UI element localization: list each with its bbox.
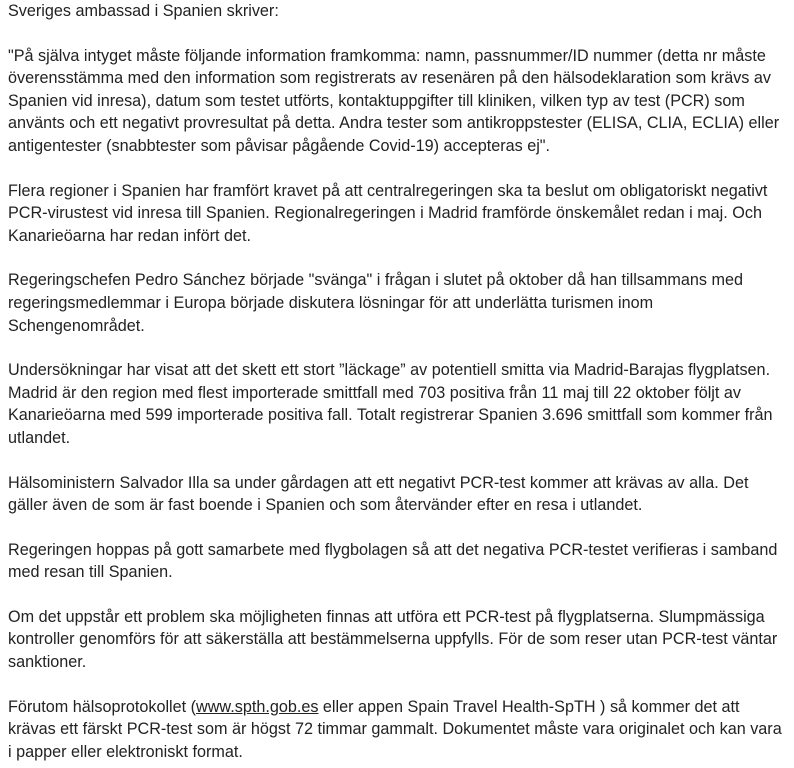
- intro-paragraph: Sveriges ambassad i Spanien skriver:: [8, 2, 279, 20]
- paragraph-regions: Flera regioner i Spanien har framfört kravet på att centralregeringen ska ta beslut om obligatoriskt negativt PCR-virustest vid inresa till Spanien. Regionalregeringen i Madrid framförde önskemålet redan i maj. Och Kanarieöarna har redan infört det.: [8, 181, 768, 245]
- paragraph-leakage: Undersökningar har visat att det skett ett stort ”läckage” av potentiell smitta via Madrid-Barajas flygplatsen. Madrid är den region med flest importerade smittfall med 703 positiva från 11 maj till 22 oktober följt av Kanarieöarna med 599 importerade positiva fall. Totalt registrerar Spanien 3.696 smittfall som kommer från utlandet.: [8, 361, 773, 447]
- protocol-text-before: Förutom hälsoprotokollet (: [8, 697, 197, 716]
- quote-paragraph: "På själva intyget måste följande information framkomma: namn, passnummer/ID nummer (detta nr måste överensstämma med den information som registrerats av resenären på den hälsodeklaration som krävs av Spanien vid inresa), datum som testet utförts, kontaktuppgifter till kliniken, vilken typ av test (PCR) som använts och ett negativt provresultat på detta. Andra tester som antikroppstester (ELISA, CLIA, ECLIA) eller antigentester (snabbtester som påvisar pågående Covid-19) accepteras ej".: [8, 46, 780, 155]
- paragraph-health-protocol: [8, 696, 786, 764]
- paragraph-airports: Om det uppstår ett problem ska möjligheten finnas att utföra ett PCR-test på flygplatserna. Slumpmässiga kontroller genomförs för att säkerställa att bestämmelserna uppfylls. För de som reser utan PCR-test väntar sanktioner.: [8, 607, 778, 672]
- protocol-text-after: eller appen Spain Travel Health-SpTH ) så kommer det att krävas ett färskt PCR-test som är högst 72 timmar gammalt. Dokumentet måste vara originalet och kan vara i papper eller elektroniskt format.: [8, 697, 782, 761]
- paragraph-airlines: Regeringen hoppas på gott samarbete med flygbolagen så att det negativa PCR-testet verifieras i samband med resan till Spanien.: [8, 540, 778, 582]
- spth-link[interactable]: www.spth.gob.es: [196, 697, 319, 716]
- paragraph-health-minister: Hälsoministern Salvador Illa sa under gårdagen att ett negativt PCR-test kommer att krävas av alla. Det gäller även de som är fast boende i Spanien och som återvänder efter en resa i utlandet.: [8, 473, 749, 515]
- paragraph-sanchez: Regeringschefen Pedro Sánchez började "svänga" i frågan i slutet på oktober då han tillsammans med regeringsmedlemmar i Europa började diskutera lösningar för att underlätta turismen inom Schengenområdet.: [8, 271, 743, 335]
